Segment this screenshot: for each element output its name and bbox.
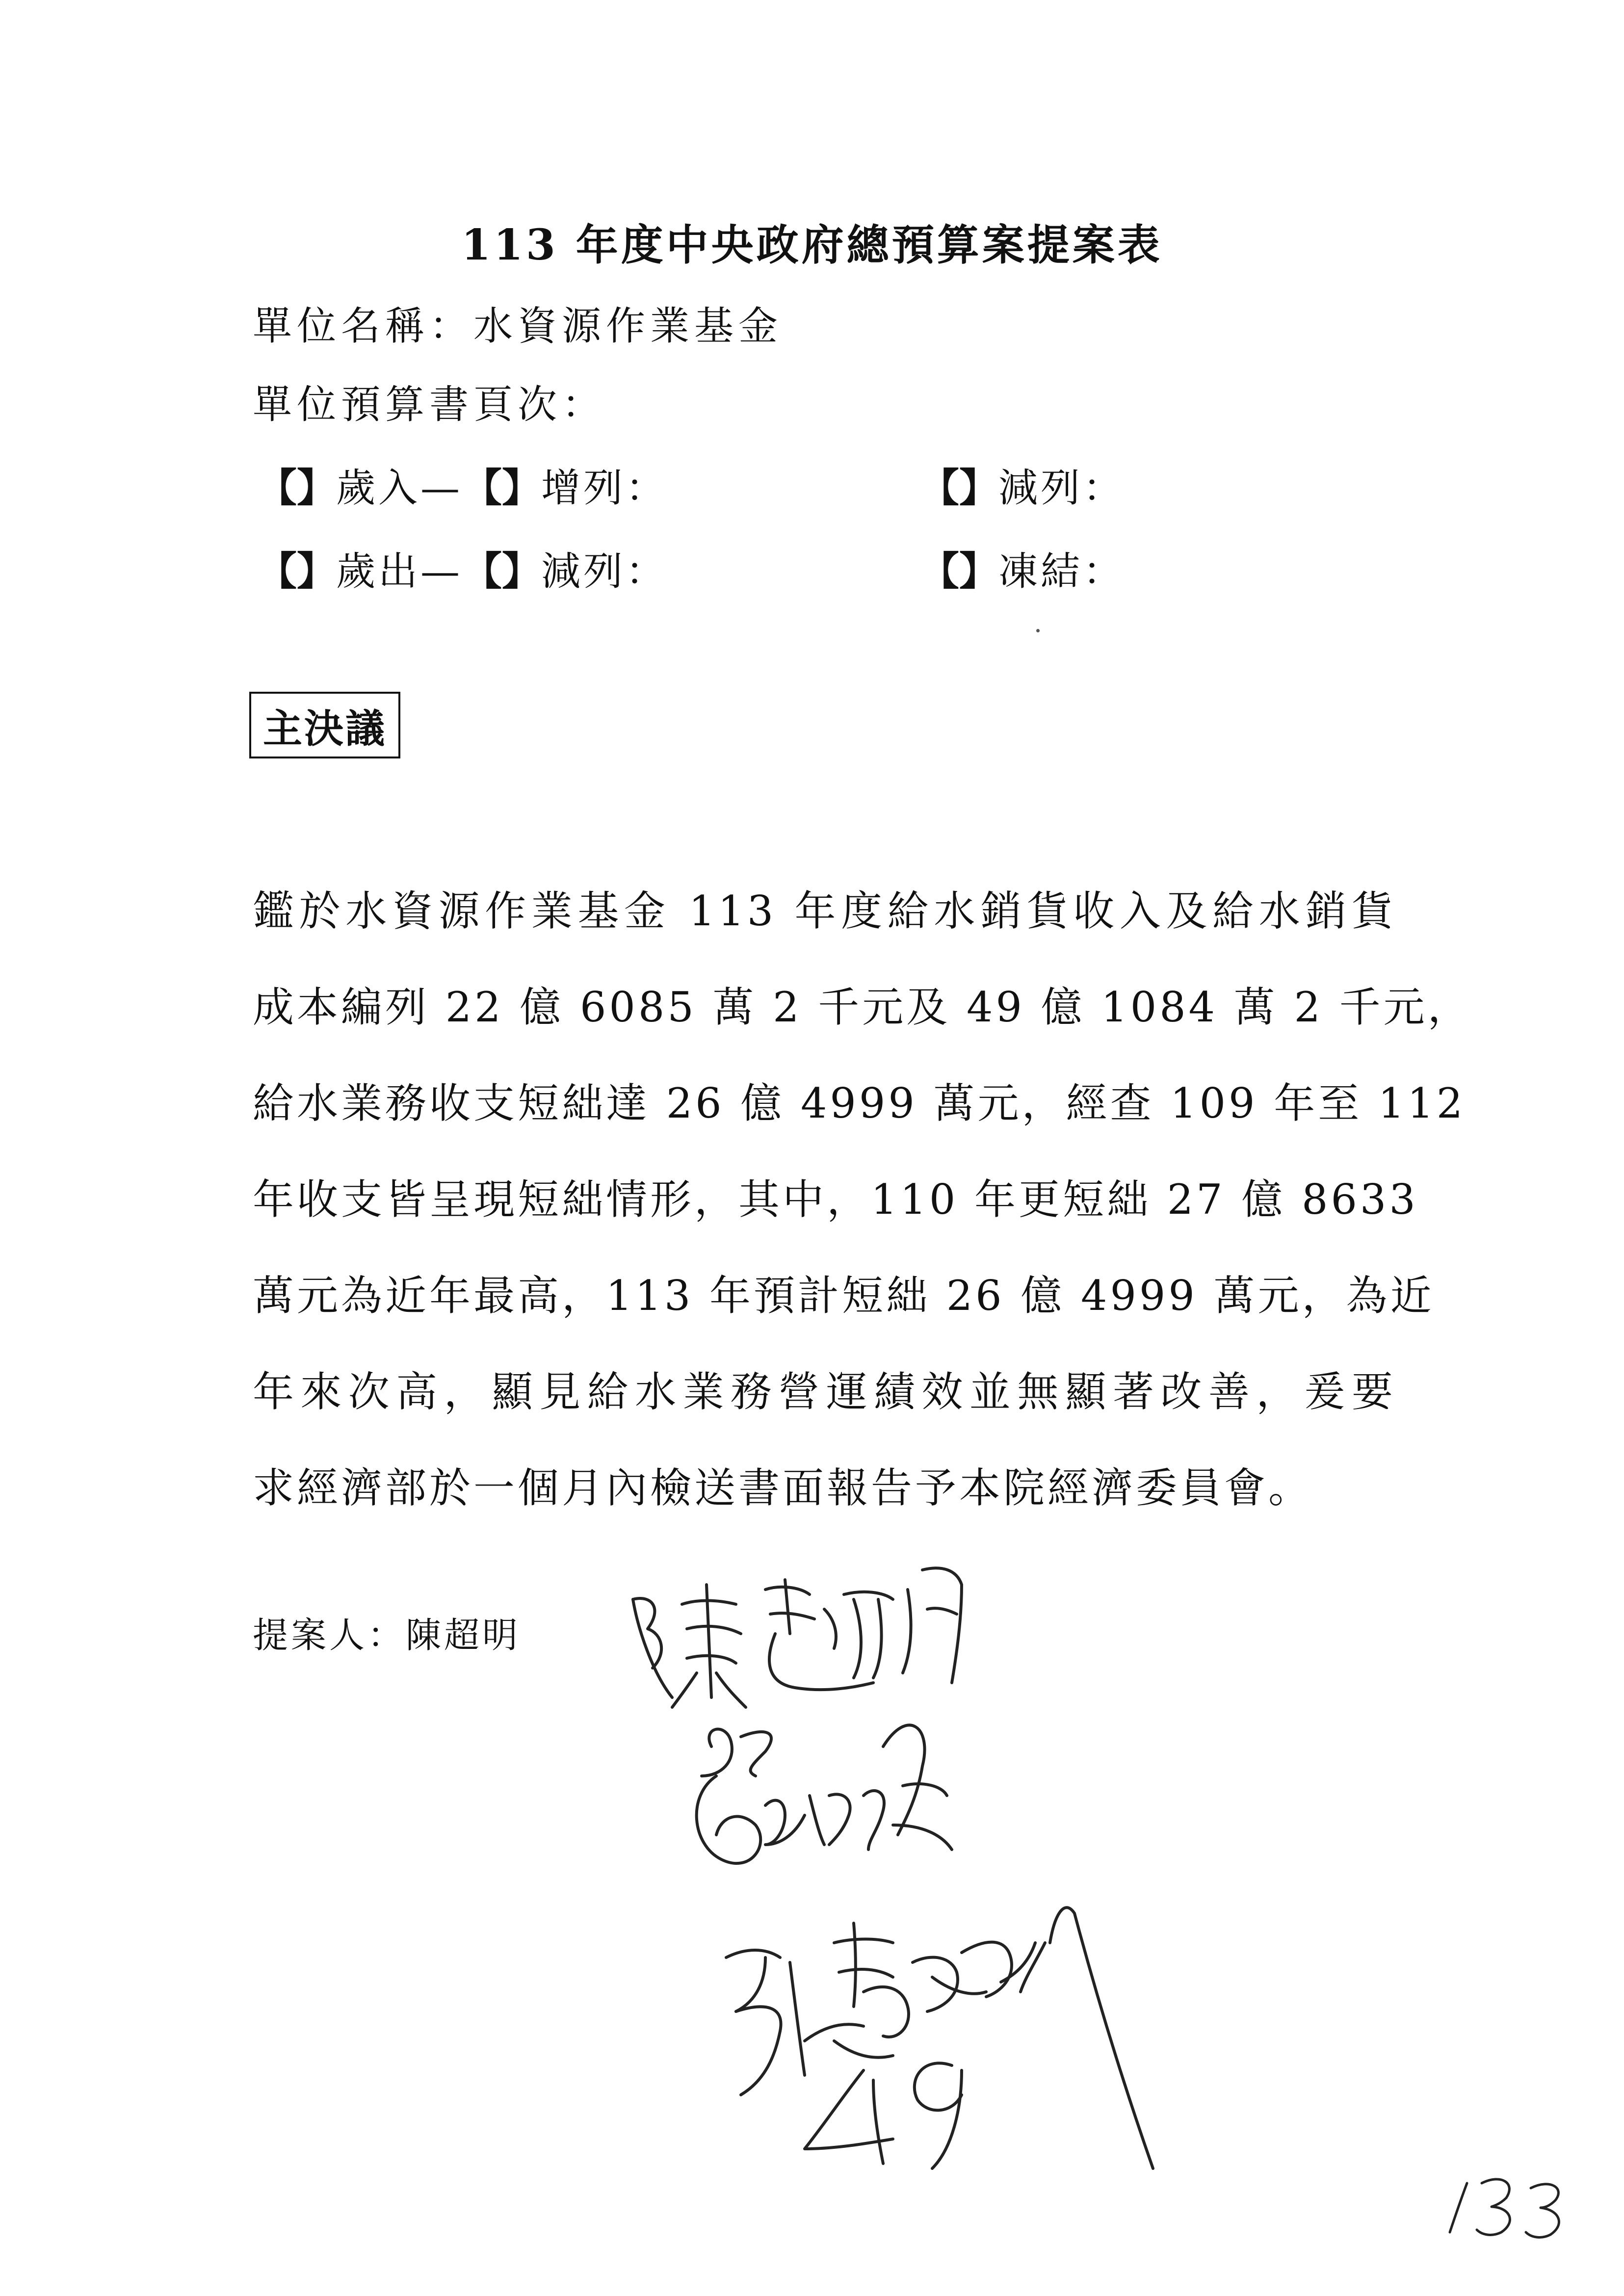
body-line: 萬元為近年最高，113 年預計短絀 26 億 4999 萬元，為近	[253, 1272, 1435, 1320]
resolution-heading: 主決議	[249, 692, 400, 758]
checkbox-bracket: 【】	[920, 465, 998, 511]
checkbox-bracket: 【】	[920, 548, 998, 594]
body-line: 給水業務收支短絀達 26 億 4999 萬元，經查 109 年至 112	[253, 1079, 1466, 1127]
checkbox-bracket: 【】	[258, 465, 336, 511]
handwritten-page-number	[1450, 2179, 1559, 2238]
signature-second	[697, 1725, 952, 1863]
checkbox-bracket: 【】	[258, 548, 336, 594]
decrease-label: 減列：	[541, 548, 668, 594]
proposer: 提案人：陳超明	[253, 1615, 521, 1656]
freeze-label: 凍結：	[998, 548, 1125, 594]
increase-label: 增列：	[541, 465, 668, 511]
handwritten-number-49	[805, 2063, 962, 2168]
checkbox-bracket: 【】	[463, 465, 541, 511]
body-line: 鑑於水資源作業基金 113 年度給水銷貨收入及給水銷貨	[253, 887, 1396, 935]
revenue-label: 歲入—	[336, 465, 463, 511]
body-line: 年來次高，顯見給水業務營運績效並無顯著改善，爰要	[253, 1368, 1396, 1416]
body-line: 年收支皆呈現短絀情形，其中，110 年更短絀 27 億 8633	[253, 1175, 1418, 1224]
expenditure-label: 歲出—	[336, 548, 463, 594]
signature-third	[726, 1907, 1153, 2168]
unit-budget-page: 單位預算書頁次：	[253, 382, 606, 427]
body-line: 求經濟部於一個月內檢送書面報告予本院經濟委員會。	[253, 1464, 1313, 1512]
unit-name: 單位名稱：水資源作業基金	[253, 303, 783, 349]
checkbox-bracket: 【】	[463, 548, 541, 594]
decrease-label: 減列：	[998, 465, 1125, 511]
signature-chen-chaoming	[633, 1568, 962, 1707]
body-line: 成本編列 22 億 6085 萬 2 千元及 49 億 1084 萬 2 千元，	[253, 983, 1472, 1031]
form-title: 113 年度中央政府總預算案提案表	[461, 220, 1163, 270]
